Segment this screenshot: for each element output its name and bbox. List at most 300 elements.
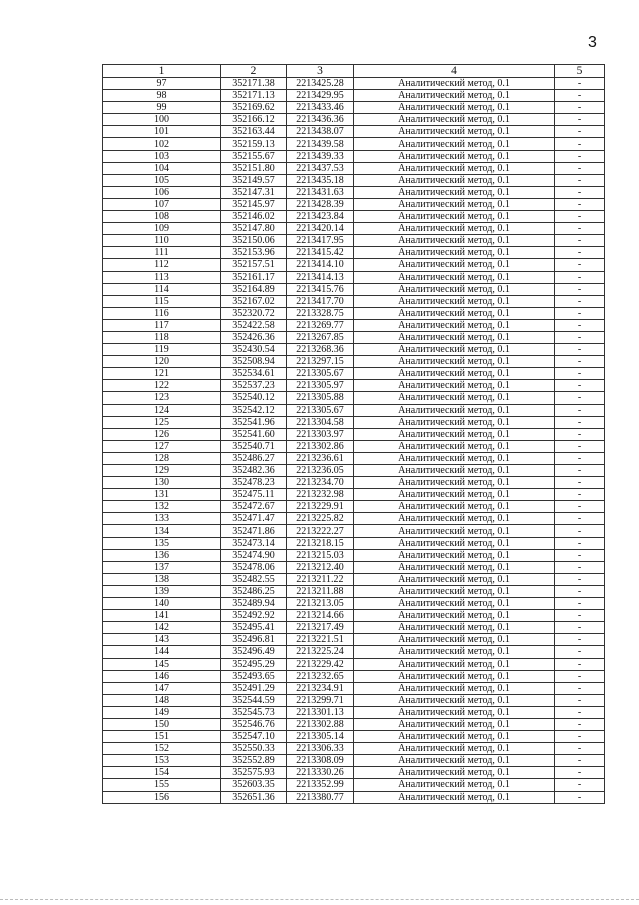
table-row	[103, 513, 605, 525]
point-number-cell: 155	[103, 779, 221, 791]
method-cell: Аналитический метод, 0.1	[354, 319, 555, 331]
point-number-cell: 148	[103, 694, 221, 706]
y-coordinate-cell: 2213433.46	[287, 102, 354, 114]
table-row	[103, 440, 605, 452]
x-coordinate-cell: 352478.06	[221, 561, 287, 573]
y-coordinate-cell: 2213234.91	[287, 682, 354, 694]
method-cell: Аналитический метод, 0.1	[354, 755, 555, 767]
table-body	[103, 78, 605, 804]
y-coordinate-cell: 2213305.67	[287, 404, 354, 416]
column-5-cell: -	[555, 731, 605, 743]
x-coordinate-cell: 352550.33	[221, 743, 287, 755]
column-5-cell: -	[555, 186, 605, 198]
table-row	[103, 102, 605, 114]
column-5-cell: -	[555, 78, 605, 90]
point-number-cell: 153	[103, 755, 221, 767]
x-coordinate-cell: 352534.61	[221, 368, 287, 380]
method-cell: Аналитический метод, 0.1	[354, 126, 555, 138]
column-5-cell: -	[555, 706, 605, 718]
y-coordinate-cell: 2213435.18	[287, 174, 354, 186]
table-row	[103, 598, 605, 610]
point-number-cell: 118	[103, 331, 221, 343]
point-number-cell: 132	[103, 501, 221, 513]
y-coordinate-cell: 2213215.03	[287, 549, 354, 561]
y-coordinate-cell: 2213439.58	[287, 138, 354, 150]
x-coordinate-cell: 352150.06	[221, 235, 287, 247]
y-coordinate-cell: 2213213.05	[287, 598, 354, 610]
table-row	[103, 392, 605, 404]
table-row	[103, 477, 605, 489]
column-5-cell: -	[555, 247, 605, 259]
table-row	[103, 78, 605, 90]
method-cell: Аналитический метод, 0.1	[354, 694, 555, 706]
method-cell: Аналитический метод, 0.1	[354, 791, 555, 803]
column-5-cell: -	[555, 319, 605, 331]
point-number-cell: 134	[103, 525, 221, 537]
method-cell: Аналитический метод, 0.1	[354, 114, 555, 126]
table-row	[103, 525, 605, 537]
table-row	[103, 186, 605, 198]
x-coordinate-cell: 352153.96	[221, 247, 287, 259]
point-number-cell: 149	[103, 706, 221, 718]
y-coordinate-cell: 2213229.91	[287, 501, 354, 513]
column-5-cell: -	[555, 368, 605, 380]
y-coordinate-cell: 2213302.88	[287, 718, 354, 730]
method-cell: Аналитический метод, 0.1	[354, 247, 555, 259]
column-5-cell: -	[555, 743, 605, 755]
column-5-cell: -	[555, 295, 605, 307]
column-5-cell: -	[555, 634, 605, 646]
point-number-cell: 113	[103, 271, 221, 283]
table-row	[103, 150, 605, 162]
method-cell: Аналитический метод, 0.1	[354, 658, 555, 670]
table-row	[103, 368, 605, 380]
column-5-cell: -	[555, 767, 605, 779]
header-column-5: 5	[555, 65, 605, 78]
point-number-cell: 111	[103, 247, 221, 259]
x-coordinate-cell: 352575.93	[221, 767, 287, 779]
method-cell: Аналитический метод, 0.1	[354, 307, 555, 319]
method-cell: Аналитический метод, 0.1	[354, 380, 555, 392]
scan-edge-line	[0, 899, 639, 900]
x-coordinate-cell: 352475.11	[221, 489, 287, 501]
table-row	[103, 646, 605, 658]
x-coordinate-cell: 352545.73	[221, 706, 287, 718]
table-row	[103, 658, 605, 670]
column-5-cell: -	[555, 331, 605, 343]
y-coordinate-cell: 2213212.40	[287, 561, 354, 573]
column-5-cell: -	[555, 537, 605, 549]
x-coordinate-cell: 352493.65	[221, 670, 287, 682]
table-row	[103, 465, 605, 477]
column-5-cell: -	[555, 791, 605, 803]
point-number-cell: 115	[103, 295, 221, 307]
table-row	[103, 126, 605, 138]
y-coordinate-cell: 2213423.84	[287, 211, 354, 223]
y-coordinate-cell: 2213431.63	[287, 186, 354, 198]
point-number-cell: 142	[103, 622, 221, 634]
point-number-cell: 102	[103, 138, 221, 150]
y-coordinate-cell: 2213232.65	[287, 670, 354, 682]
x-coordinate-cell: 352542.12	[221, 404, 287, 416]
table-row	[103, 489, 605, 501]
method-cell: Аналитический метод, 0.1	[354, 779, 555, 791]
column-5-cell: -	[555, 271, 605, 283]
table-row	[103, 114, 605, 126]
y-coordinate-cell: 2213414.13	[287, 271, 354, 283]
x-coordinate-cell: 352171.13	[221, 90, 287, 102]
point-number-cell: 117	[103, 319, 221, 331]
y-coordinate-cell: 2213305.14	[287, 731, 354, 743]
table-row	[103, 416, 605, 428]
x-coordinate-cell: 352473.14	[221, 537, 287, 549]
x-coordinate-cell: 352478.23	[221, 477, 287, 489]
column-5-cell: -	[555, 755, 605, 767]
point-number-cell: 140	[103, 598, 221, 610]
method-cell: Аналитический метод, 0.1	[354, 610, 555, 622]
y-coordinate-cell: 2213380.77	[287, 791, 354, 803]
x-coordinate-cell: 352147.80	[221, 223, 287, 235]
y-coordinate-cell: 2213236.05	[287, 465, 354, 477]
table-row	[103, 610, 605, 622]
point-number-cell: 109	[103, 223, 221, 235]
y-coordinate-cell: 2213428.39	[287, 198, 354, 210]
column-5-cell: -	[555, 561, 605, 573]
method-cell: Аналитический метод, 0.1	[354, 682, 555, 694]
method-cell: Аналитический метод, 0.1	[354, 78, 555, 90]
table-row	[103, 706, 605, 718]
table-row	[103, 235, 605, 247]
coordinates-table	[102, 64, 605, 804]
y-coordinate-cell: 2213330.26	[287, 767, 354, 779]
column-5-cell: -	[555, 610, 605, 622]
method-cell: Аналитический метод, 0.1	[354, 138, 555, 150]
y-coordinate-cell: 2213225.24	[287, 646, 354, 658]
y-coordinate-cell: 2213414.10	[287, 259, 354, 271]
point-number-cell: 108	[103, 211, 221, 223]
method-cell: Аналитический метод, 0.1	[354, 186, 555, 198]
y-coordinate-cell: 2213306.33	[287, 743, 354, 755]
point-number-cell: 136	[103, 549, 221, 561]
method-cell: Аналитический метод, 0.1	[354, 452, 555, 464]
point-number-cell: 123	[103, 392, 221, 404]
header-method-accuracy: 4	[354, 65, 555, 78]
column-5-cell: -	[555, 211, 605, 223]
table-row	[103, 755, 605, 767]
column-5-cell: -	[555, 307, 605, 319]
x-coordinate-cell: 352166.12	[221, 114, 287, 126]
column-5-cell: -	[555, 779, 605, 791]
column-5-cell: -	[555, 465, 605, 477]
table-row	[103, 271, 605, 283]
y-coordinate-cell: 2213236.61	[287, 452, 354, 464]
point-number-cell: 116	[103, 307, 221, 319]
method-cell: Аналитический метод, 0.1	[354, 634, 555, 646]
x-coordinate-cell: 352541.60	[221, 428, 287, 440]
x-coordinate-cell: 352147.31	[221, 186, 287, 198]
x-coordinate-cell: 352163.44	[221, 126, 287, 138]
column-5-cell: -	[555, 477, 605, 489]
column-5-cell: -	[555, 283, 605, 295]
column-5-cell: -	[555, 428, 605, 440]
table-row	[103, 295, 605, 307]
y-coordinate-cell: 2213221.51	[287, 634, 354, 646]
method-cell: Аналитический метод, 0.1	[354, 211, 555, 223]
method-cell: Аналитический метод, 0.1	[354, 525, 555, 537]
y-coordinate-cell: 2213217.49	[287, 622, 354, 634]
y-coordinate-cell: 2213232.98	[287, 489, 354, 501]
method-cell: Аналитический метод, 0.1	[354, 198, 555, 210]
point-number-cell: 100	[103, 114, 221, 126]
method-cell: Аналитический метод, 0.1	[354, 537, 555, 549]
method-cell: Аналитический метод, 0.1	[354, 573, 555, 585]
table-row	[103, 549, 605, 561]
column-5-cell: -	[555, 501, 605, 513]
y-coordinate-cell: 2213302.86	[287, 440, 354, 452]
table-row	[103, 718, 605, 730]
point-number-cell: 101	[103, 126, 221, 138]
x-coordinate-cell: 352146.02	[221, 211, 287, 223]
point-number-cell: 126	[103, 428, 221, 440]
point-number-cell: 122	[103, 380, 221, 392]
point-number-cell: 145	[103, 658, 221, 670]
x-coordinate-cell: 352151.80	[221, 162, 287, 174]
x-coordinate-cell: 352496.81	[221, 634, 287, 646]
y-coordinate-cell: 2213417.70	[287, 295, 354, 307]
method-cell: Аналитический метод, 0.1	[354, 477, 555, 489]
table-row	[103, 694, 605, 706]
header-y-coordinate: 3	[287, 65, 354, 78]
point-number-cell: 103	[103, 150, 221, 162]
x-coordinate-cell: 352169.62	[221, 102, 287, 114]
method-cell: Аналитический метод, 0.1	[354, 271, 555, 283]
column-5-cell: -	[555, 114, 605, 126]
column-5-cell: -	[555, 344, 605, 356]
x-coordinate-cell: 352471.86	[221, 525, 287, 537]
table-row	[103, 174, 605, 186]
point-number-cell: 99	[103, 102, 221, 114]
y-coordinate-cell: 2213305.88	[287, 392, 354, 404]
column-5-cell: -	[555, 658, 605, 670]
y-coordinate-cell: 2213297.15	[287, 356, 354, 368]
header-point-number: 1	[103, 65, 221, 78]
table-row	[103, 585, 605, 597]
point-number-cell: 135	[103, 537, 221, 549]
y-coordinate-cell: 2213267.85	[287, 331, 354, 343]
x-coordinate-cell: 352145.97	[221, 198, 287, 210]
x-coordinate-cell: 352159.13	[221, 138, 287, 150]
point-number-cell: 133	[103, 513, 221, 525]
method-cell: Аналитический метод, 0.1	[354, 706, 555, 718]
y-coordinate-cell: 2213269.77	[287, 319, 354, 331]
column-5-cell: -	[555, 598, 605, 610]
y-coordinate-cell: 2213417.95	[287, 235, 354, 247]
method-cell: Аналитический метод, 0.1	[354, 718, 555, 730]
x-coordinate-cell: 352546.76	[221, 718, 287, 730]
column-5-cell: -	[555, 102, 605, 114]
column-5-cell: -	[555, 489, 605, 501]
x-coordinate-cell: 352486.27	[221, 452, 287, 464]
y-coordinate-cell: 2213229.42	[287, 658, 354, 670]
header-x-coordinate: 2	[221, 65, 287, 78]
table-row	[103, 380, 605, 392]
column-5-cell: -	[555, 259, 605, 271]
x-coordinate-cell: 352157.51	[221, 259, 287, 271]
y-coordinate-cell: 2213438.07	[287, 126, 354, 138]
x-coordinate-cell: 352508.94	[221, 356, 287, 368]
method-cell: Аналитический метод, 0.1	[354, 90, 555, 102]
column-5-cell: -	[555, 682, 605, 694]
table-row	[103, 561, 605, 573]
method-cell: Аналитический метод, 0.1	[354, 598, 555, 610]
x-coordinate-cell: 352164.89	[221, 283, 287, 295]
point-number-cell: 105	[103, 174, 221, 186]
point-number-cell: 143	[103, 634, 221, 646]
table-row	[103, 404, 605, 416]
point-number-cell: 112	[103, 259, 221, 271]
column-5-cell: -	[555, 694, 605, 706]
x-coordinate-cell: 352161.17	[221, 271, 287, 283]
y-coordinate-cell: 2213268.36	[287, 344, 354, 356]
x-coordinate-cell: 352540.71	[221, 440, 287, 452]
point-number-cell: 107	[103, 198, 221, 210]
x-coordinate-cell: 352547.10	[221, 731, 287, 743]
point-number-cell: 144	[103, 646, 221, 658]
table-row	[103, 731, 605, 743]
y-coordinate-cell: 2213211.88	[287, 585, 354, 597]
column-5-cell: -	[555, 150, 605, 162]
point-number-cell: 131	[103, 489, 221, 501]
x-coordinate-cell: 352491.29	[221, 682, 287, 694]
method-cell: Аналитический метод, 0.1	[354, 356, 555, 368]
y-coordinate-cell: 2213429.95	[287, 90, 354, 102]
y-coordinate-cell: 2213225.82	[287, 513, 354, 525]
point-number-cell: 97	[103, 78, 221, 90]
y-coordinate-cell: 2213218.15	[287, 537, 354, 549]
point-number-cell: 139	[103, 585, 221, 597]
table-row	[103, 537, 605, 549]
x-coordinate-cell: 352496.49	[221, 646, 287, 658]
column-5-cell: -	[555, 356, 605, 368]
point-number-cell: 146	[103, 670, 221, 682]
point-number-cell: 141	[103, 610, 221, 622]
point-number-cell: 98	[103, 90, 221, 102]
table-row	[103, 331, 605, 343]
column-5-cell: -	[555, 622, 605, 634]
column-5-cell: -	[555, 198, 605, 210]
x-coordinate-cell: 352430.54	[221, 344, 287, 356]
x-coordinate-cell: 352486.25	[221, 585, 287, 597]
table-row	[103, 247, 605, 259]
point-number-cell: 128	[103, 452, 221, 464]
table-row	[103, 319, 605, 331]
point-number-cell: 147	[103, 682, 221, 694]
point-number-cell: 154	[103, 767, 221, 779]
x-coordinate-cell: 352495.41	[221, 622, 287, 634]
point-number-cell: 106	[103, 186, 221, 198]
header-row	[103, 65, 605, 78]
column-5-cell: -	[555, 585, 605, 597]
method-cell: Аналитический метод, 0.1	[354, 235, 555, 247]
method-cell: Аналитический метод, 0.1	[354, 465, 555, 477]
column-5-cell: -	[555, 646, 605, 658]
method-cell: Аналитический метод, 0.1	[354, 283, 555, 295]
y-coordinate-cell: 2213301.13	[287, 706, 354, 718]
y-coordinate-cell: 2213308.09	[287, 755, 354, 767]
table-row	[103, 162, 605, 174]
table-row	[103, 138, 605, 150]
method-cell: Аналитический метод, 0.1	[354, 670, 555, 682]
y-coordinate-cell: 2213299.71	[287, 694, 354, 706]
method-cell: Аналитический метод, 0.1	[354, 223, 555, 235]
column-5-cell: -	[555, 416, 605, 428]
y-coordinate-cell: 2213436.36	[287, 114, 354, 126]
method-cell: Аналитический метод, 0.1	[354, 295, 555, 307]
y-coordinate-cell: 2213420.14	[287, 223, 354, 235]
table-row	[103, 501, 605, 513]
method-cell: Аналитический метод, 0.1	[354, 622, 555, 634]
table-row	[103, 622, 605, 634]
x-coordinate-cell: 352552.89	[221, 755, 287, 767]
column-5-cell: -	[555, 90, 605, 102]
method-cell: Аналитический метод, 0.1	[354, 150, 555, 162]
method-cell: Аналитический метод, 0.1	[354, 561, 555, 573]
y-coordinate-cell: 2213303.97	[287, 428, 354, 440]
table-row	[103, 743, 605, 755]
page-number: 3	[588, 34, 597, 51]
column-5-cell: -	[555, 380, 605, 392]
method-cell: Аналитический метод, 0.1	[354, 501, 555, 513]
method-cell: Аналитический метод, 0.1	[354, 404, 555, 416]
point-number-cell: 152	[103, 743, 221, 755]
x-coordinate-cell: 352489.94	[221, 598, 287, 610]
column-5-cell: -	[555, 513, 605, 525]
method-cell: Аналитический метод, 0.1	[354, 440, 555, 452]
y-coordinate-cell: 2213304.58	[287, 416, 354, 428]
point-number-cell: 156	[103, 791, 221, 803]
x-coordinate-cell: 352167.02	[221, 295, 287, 307]
x-coordinate-cell: 352471.47	[221, 513, 287, 525]
x-coordinate-cell: 352482.55	[221, 573, 287, 585]
x-coordinate-cell: 352537.23	[221, 380, 287, 392]
column-5-cell: -	[555, 392, 605, 404]
table-row	[103, 198, 605, 210]
method-cell: Аналитический метод, 0.1	[354, 368, 555, 380]
point-number-cell: 129	[103, 465, 221, 477]
x-coordinate-cell: 352422.58	[221, 319, 287, 331]
method-cell: Аналитический метод, 0.1	[354, 489, 555, 501]
x-coordinate-cell: 352171.38	[221, 78, 287, 90]
table-row	[103, 779, 605, 791]
x-coordinate-cell: 352482.36	[221, 465, 287, 477]
x-coordinate-cell: 352603.35	[221, 779, 287, 791]
method-cell: Аналитический метод, 0.1	[354, 416, 555, 428]
table-row	[103, 283, 605, 295]
y-coordinate-cell: 2213234.70	[287, 477, 354, 489]
x-coordinate-cell: 352149.57	[221, 174, 287, 186]
point-number-cell: 138	[103, 573, 221, 585]
table-row	[103, 670, 605, 682]
column-5-cell: -	[555, 573, 605, 585]
column-5-cell: -	[555, 174, 605, 186]
method-cell: Аналитический метод, 0.1	[354, 102, 555, 114]
point-number-cell: 119	[103, 344, 221, 356]
x-coordinate-cell: 352544.59	[221, 694, 287, 706]
y-coordinate-cell: 2213425.28	[287, 78, 354, 90]
column-5-cell: -	[555, 138, 605, 150]
table-row	[103, 791, 605, 803]
method-cell: Аналитический метод, 0.1	[354, 174, 555, 186]
